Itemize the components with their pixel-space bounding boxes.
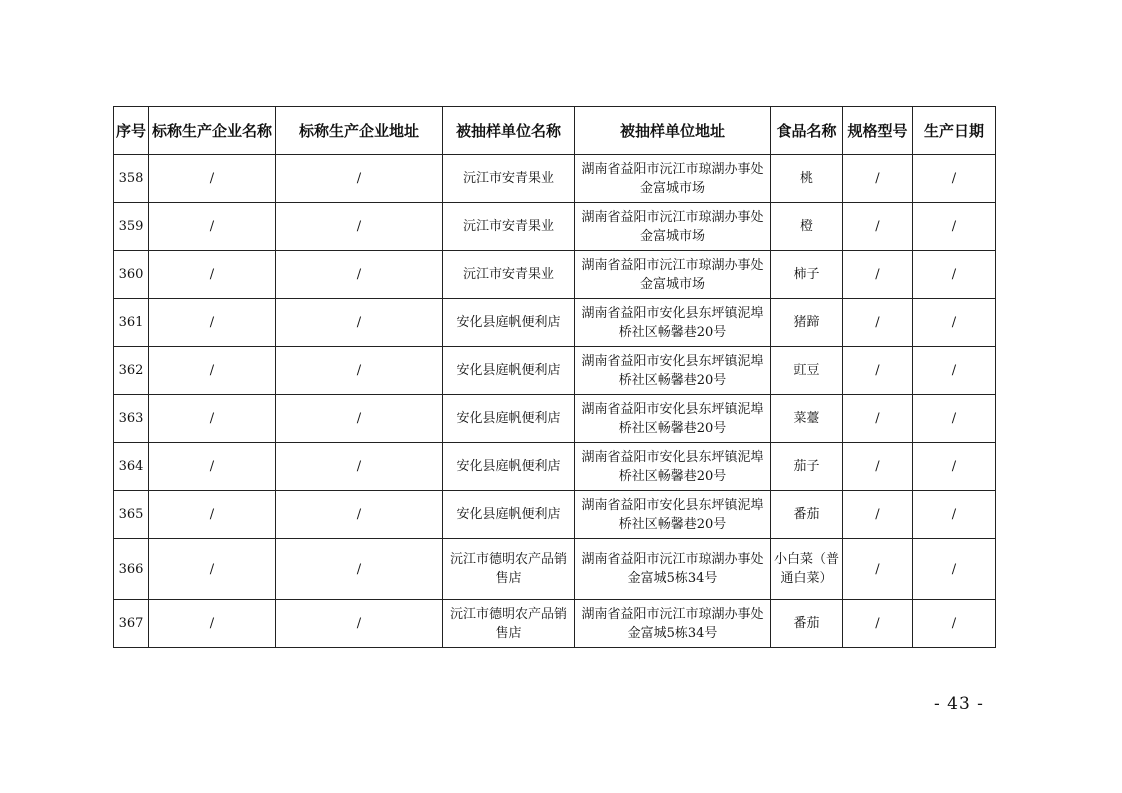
cell-sampled-unit: 沅江市安青果业 xyxy=(443,251,575,299)
cell-sampled-unit: 安化县庭帆便利店 xyxy=(443,299,575,347)
cell-sampled-address: 湖南省益阳市沅江市琼湖办事处金富城市场 xyxy=(575,155,771,203)
cell-producer: / xyxy=(149,395,276,443)
cell-sampled-address: 湖南省益阳市安化县东坪镇泥埠桥社区畅馨巷20号 xyxy=(575,491,771,539)
cell-sampled-address: 湖南省益阳市沅江市琼湖办事处金富城市场 xyxy=(575,251,771,299)
cell-date: / xyxy=(913,491,996,539)
cell-date: / xyxy=(913,299,996,347)
cell-date: / xyxy=(913,155,996,203)
cell-no: 364 xyxy=(114,443,149,491)
table-row xyxy=(114,299,996,347)
cell-sampled-address: 湖南省益阳市沅江市琼湖办事处金富城市场 xyxy=(575,203,771,251)
cell-food: 菜薹 xyxy=(771,395,843,443)
cell-no: 361 xyxy=(114,299,149,347)
col-header-date: 生产日期 xyxy=(913,107,996,155)
cell-food: 猪蹄 xyxy=(771,299,843,347)
cell-sampled-unit: 沅江市德明农产品销售店 xyxy=(443,539,575,600)
cell-date: / xyxy=(913,203,996,251)
cell-sampled-address: 湖南省益阳市安化县东坪镇泥埠桥社区畅馨巷20号 xyxy=(575,347,771,395)
cell-food: 番茄 xyxy=(771,600,843,648)
col-header-producer: 标称生产企业名称 xyxy=(149,107,276,155)
cell-producer: / xyxy=(149,155,276,203)
cell-producer-address: / xyxy=(276,251,443,299)
cell-sampled-address: 湖南省益阳市沅江市琼湖办事处金富城5栋34号 xyxy=(575,539,771,600)
cell-sampled-address: 湖南省益阳市安化县东坪镇泥埠桥社区畅馨巷20号 xyxy=(575,299,771,347)
col-header-sampled-unit: 被抽样单位名称 xyxy=(443,107,575,155)
cell-producer: / xyxy=(149,203,276,251)
cell-spec: / xyxy=(843,155,913,203)
cell-date: / xyxy=(913,395,996,443)
cell-food: 番茄 xyxy=(771,491,843,539)
cell-no: 360 xyxy=(114,251,149,299)
col-header-spec: 规格型号 xyxy=(843,107,913,155)
inspection-table xyxy=(113,106,996,648)
cell-producer-address: / xyxy=(276,155,443,203)
cell-producer-address: / xyxy=(276,347,443,395)
cell-spec: / xyxy=(843,347,913,395)
cell-no: 365 xyxy=(114,491,149,539)
col-header-producer-address: 标称生产企业地址 xyxy=(276,107,443,155)
cell-producer-address: / xyxy=(276,443,443,491)
table-row xyxy=(114,491,996,539)
cell-spec: / xyxy=(843,491,913,539)
table-row xyxy=(114,395,996,443)
table-row xyxy=(114,443,996,491)
cell-producer: / xyxy=(149,443,276,491)
cell-no: 359 xyxy=(114,203,149,251)
cell-sampled-unit: 安化县庭帆便利店 xyxy=(443,443,575,491)
cell-sampled-address: 湖南省益阳市安化县东坪镇泥埠桥社区畅馨巷20号 xyxy=(575,395,771,443)
cell-no: 362 xyxy=(114,347,149,395)
cell-spec: / xyxy=(843,395,913,443)
cell-no: 366 xyxy=(114,539,149,600)
col-header-food: 食品名称 xyxy=(771,107,843,155)
cell-no: 363 xyxy=(114,395,149,443)
cell-producer: / xyxy=(149,491,276,539)
table-row xyxy=(114,600,996,648)
cell-producer: / xyxy=(149,299,276,347)
cell-producer-address: / xyxy=(276,491,443,539)
cell-sampled-unit: 安化县庭帆便利店 xyxy=(443,347,575,395)
col-header-sampled-address: 被抽样单位地址 xyxy=(575,107,771,155)
col-header-no: 序号 xyxy=(114,107,149,155)
cell-producer-address: / xyxy=(276,203,443,251)
cell-food: 桃 xyxy=(771,155,843,203)
cell-food: 柿子 xyxy=(771,251,843,299)
table-row xyxy=(114,347,996,395)
cell-food: 豇豆 xyxy=(771,347,843,395)
cell-sampled-address: 湖南省益阳市安化县东坪镇泥埠桥社区畅馨巷20号 xyxy=(575,443,771,491)
cell-producer-address: / xyxy=(276,539,443,600)
cell-producer: / xyxy=(149,539,276,600)
table-row xyxy=(114,203,996,251)
table-row xyxy=(114,155,996,203)
cell-spec: / xyxy=(843,539,913,600)
cell-food: 小白菜（普通白菜） xyxy=(771,539,843,600)
cell-date: / xyxy=(913,347,996,395)
cell-date: / xyxy=(913,443,996,491)
cell-producer-address: / xyxy=(276,299,443,347)
cell-sampled-unit: 沅江市安青果业 xyxy=(443,203,575,251)
cell-spec: / xyxy=(843,299,913,347)
cell-no: 367 xyxy=(114,600,149,648)
cell-producer: / xyxy=(149,600,276,648)
cell-producer: / xyxy=(149,347,276,395)
cell-date: / xyxy=(913,539,996,600)
table-row xyxy=(114,251,996,299)
cell-no: 358 xyxy=(114,155,149,203)
cell-date: / xyxy=(913,600,996,648)
cell-date: / xyxy=(913,251,996,299)
page-number: - 43 - xyxy=(934,694,984,714)
cell-producer-address: / xyxy=(276,395,443,443)
cell-producer: / xyxy=(149,251,276,299)
cell-sampled-unit: 沅江市安青果业 xyxy=(443,155,575,203)
cell-sampled-address: 湖南省益阳市沅江市琼湖办事处金富城5栋34号 xyxy=(575,600,771,648)
cell-producer-address: / xyxy=(276,600,443,648)
cell-spec: / xyxy=(843,600,913,648)
cell-sampled-unit: 沅江市德明农产品销售店 xyxy=(443,600,575,648)
cell-sampled-unit: 安化县庭帆便利店 xyxy=(443,395,575,443)
header-row xyxy=(114,107,996,155)
cell-spec: / xyxy=(843,203,913,251)
cell-spec: / xyxy=(843,251,913,299)
cell-spec: / xyxy=(843,443,913,491)
table-row xyxy=(114,539,996,600)
cell-food: 橙 xyxy=(771,203,843,251)
cell-food: 茄子 xyxy=(771,443,843,491)
cell-sampled-unit: 安化县庭帆便利店 xyxy=(443,491,575,539)
